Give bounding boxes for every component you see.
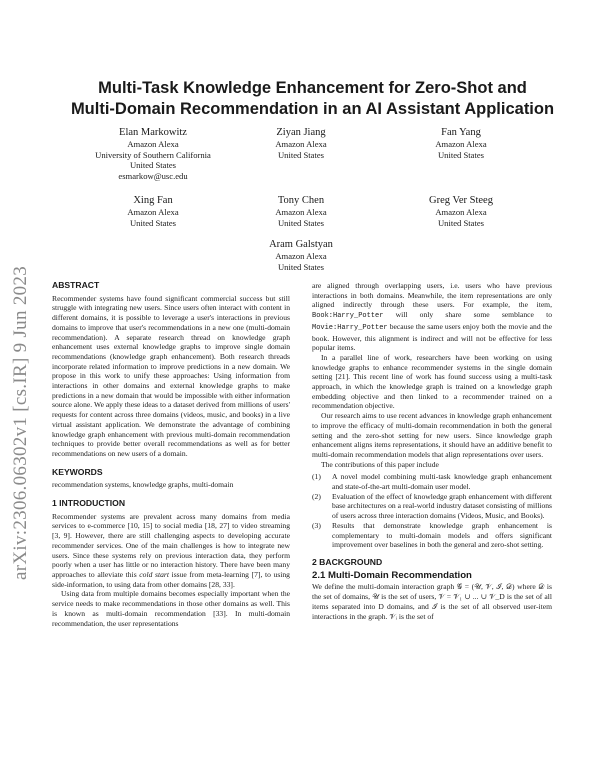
author-affiliation: United States [437,217,485,228]
arxiv-stamp: arXiv:2306.06302v1 [cs.IR] 9 Jun 2023 [10,265,31,580]
contribution-list [312,472,552,550]
body-paragraph: Our research aims to use recent advances in knowledge graph enhancement to improve the efficacy of multi-domain recommendation in both the general setting and the zero-shot setting for new users. Since knowledge graph enhancement aligns items representations, it should have an additive benefit to multi-domain recommendation models that align representations over users. [312,411,552,459]
body-paragraph: The contributions of this paper include [321,459,439,469]
author-affiliation: University of Southern California [95,149,211,160]
left-column [52,281,290,628]
subsection-heading: 2.1 Multi-Domain Recommendation [312,569,472,581]
intro-paragraph: Using data from multiple domains becomes especially important when the service needs to make recommendations in those other domains as well. This is known as multi-domain recommendation [33]. In multi-domain recommendation, the user representations [52,589,290,628]
body-paragraph: We define the multi-domain interaction graph 𝒢 = (𝒰, 𝒱, ℐ, 𝒟) where 𝒟 is the set of domains, 𝒰 is the set of users, 𝒱 = 𝒱₁ ∪ ... ∪ 𝒱_D is the set of all items separated into D domains, and ℐ is the set of all observed user-item interactions in the graph. 𝒱ᵢ is the set of [312,582,552,621]
abstract-heading: ABSTRACT [52,280,100,290]
author-block [386,126,536,160]
intro-paragraph: Recommender systems are prevalent across many domains from media services to e-commerce [10, 15] to social media [18, 27] to video streaming [3, 9]. However, there are still challenging aspects to developing accurate recommender services. One of the main challenges is how to integrate new users. Since these systems rely on previous interaction data, they perform poorly when a user has little or no interaction history. There have been many approaches to alleviate this cold start issue from meta-learning [7], to using side-information, to using data from other domains [28, 33]. [52,511,290,589]
author-block [226,194,376,228]
author-affiliation: United States [277,149,325,160]
author-block [78,194,228,228]
author-affiliation: Amazon Alexa [435,139,487,149]
author-affiliation: Amazon Alexa [275,207,327,217]
list-item: (1) A novel model combining multi-task knowledge graph enhancement and state-of-the-art multi-domain user model. [312,472,552,492]
right-column [312,281,552,621]
keywords-text: recommendation systems, knowledge graphs, multi-domain [52,480,234,490]
author-name: Xing Fan [133,195,173,206]
introduction-heading: 1 INTRODUCTION [52,498,126,509]
author-affiliation: Amazon Alexa [275,251,327,261]
author-affiliation: United States [277,217,325,228]
list-item: (3) Results that demonstrate knowledge graph enhancement is complementary to multi-domain models and offers significant improvement over baselines in both the general and zero-shot setting. [312,520,552,550]
author-block [78,126,228,181]
author-block [226,238,376,272]
title-line-1: Multi-Task Knowledge Enhancement for Zero-Shot and [98,79,527,97]
author-name: Ziyan Jiang [276,127,326,138]
author-block [226,126,376,160]
list-item: (2) Evaluation of the effect of knowledge graph enhancement with different base architectures on a real-world industry dataset consisting of millions of users across three interaction domains (Videos, Music, and Books). [312,491,552,521]
author-name: Fan Yang [441,127,481,138]
author-name: Aram Galstyan [269,239,333,250]
code-item-movie: Movie:Harry_Potter [312,323,388,332]
body-paragraph: are aligned through overlapping users, i.e. users who have previous interactions in both domains. Meanwhile, the item representations are only aligned indirectly through these users. For example, the item, Book:Harry_Potter will only share some semblance to Movie:Harry_Potter because the same users enjoy both the movie and the book. However, this alignment is indirect and will not be effective for less popular items. [312,281,553,353]
author-affiliation: United States [437,149,485,160]
title-line-2: Multi-Domain Recommendation in an AI Assistant Application [70,100,555,118]
author-affiliation: United States [129,217,177,228]
author-name: Greg Ver Steeg [429,195,493,206]
author-affiliation: Amazon Alexa [127,207,179,217]
author-affiliation: Amazon Alexa [435,207,487,217]
author-affiliation: United States [277,261,325,272]
author-name: Elan Markowitz [119,127,187,138]
paper-title [40,78,585,120]
code-item-book: Book:Harry_Potter [312,312,384,321]
background-heading: 2 BACKGROUND [312,556,383,567]
abstract-text: Recommender systems have found significant commercial success but still struggle with integrating new users. Since users often interact with content in different domains, it is possible to leverage a user's interactions in previous domains to improve that user's recommendations in a new one (multi-domain recommendation). A separate research thread on knowledge graph enhancement uses external knowledge graphs to improve single domain recommendations (knowledge graph enhancement). Both research threads incorporate related information to improve predictions in a new domain. We propose in this work to unify these approaches: Using information from interactions in other domains and external knowledge graphs to make predictions in a new domain that would be impossible with either information source alone. We apply these ideas to a dataset derived from millions of users' requests for content across three domains (videos, music, and books) in a live virtual assistant application. We demonstrate the advantage of combining knowledge graph enhancement with previous multi-domain recommendation techniques to provide better overall recommendations as well as for better recommendations on new users of a domain. [52,293,290,458]
author-email: esmarkow@usc.edu [118,170,188,181]
keywords-heading: KEYWORDS [52,466,103,477]
author-name: Tony Chen [277,195,325,206]
author-affiliation: Amazon Alexa [127,139,179,149]
body-paragraph: In a parallel line of work, researchers have been working on using knowledge graphs to enhance recommender systems in the single domain setting [21]. This recent line of work has found success using a multi-task approach, in which the knowledge graph is trained on a knowledge graph embedding objective and then linked to a recommender trained on a recommendation objective. [312,352,552,411]
author-block [386,194,536,228]
author-affiliation: United States [129,160,177,171]
author-affiliation: Amazon Alexa [275,139,327,149]
